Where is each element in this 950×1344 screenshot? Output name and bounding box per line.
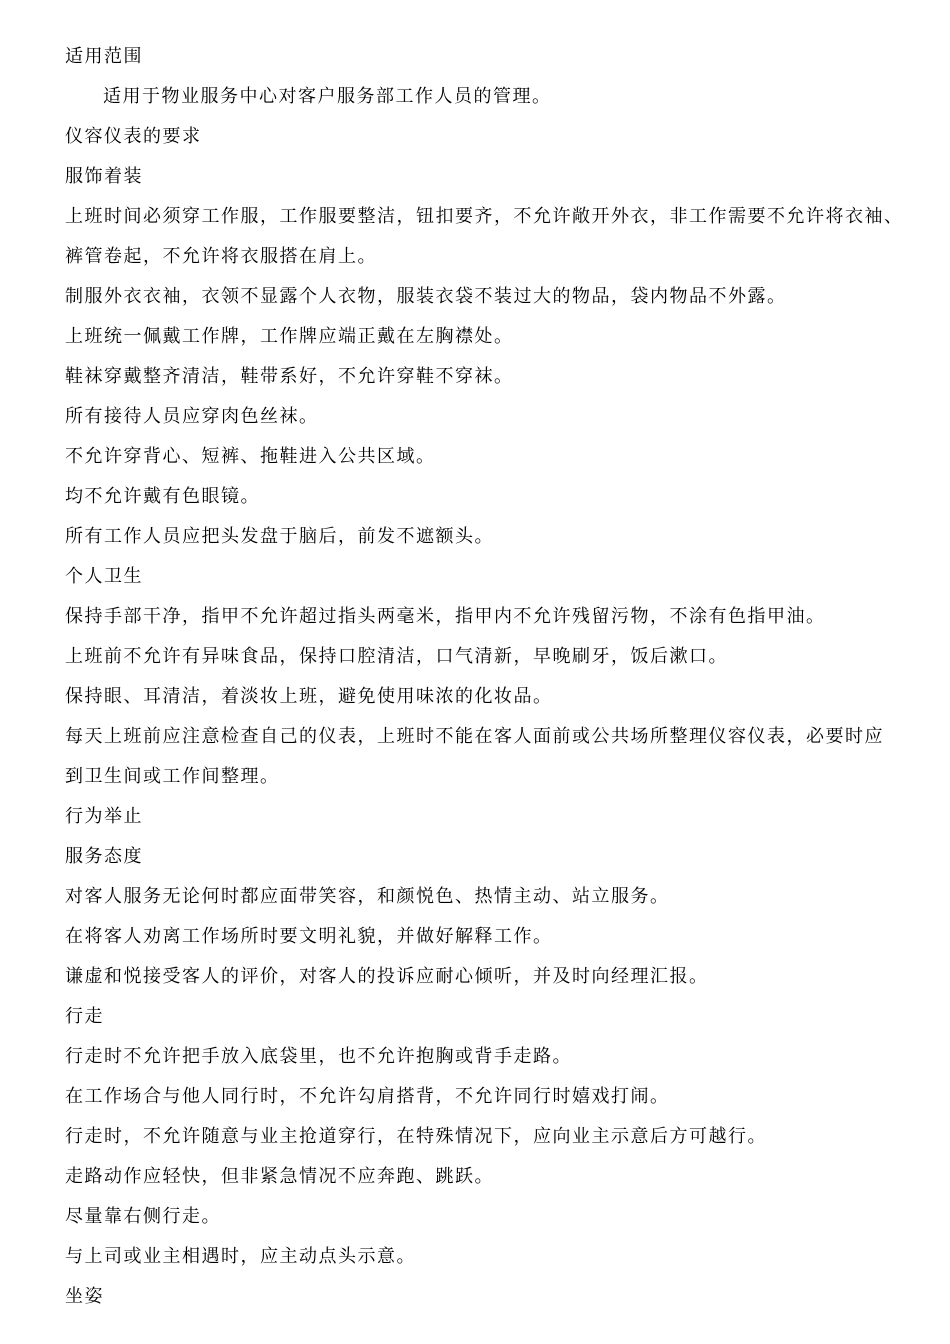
text-line: 保持手部干净，指甲不允许超过指头两毫米，指甲内不允许残留污物，不涂有色指甲油。 xyxy=(65,606,826,627)
text-line: 所有接待人员应穿肉色丝袜。 xyxy=(65,406,319,427)
text-line: 走路动作应轻快，但非紧急情况不应奔跑、跳跃。 xyxy=(65,1166,494,1187)
text-line: 在工作场合与他人同行时，不允许勾肩搭背，不允许同行时嬉戏打闹。 xyxy=(65,1086,670,1107)
text-line: 与上司或业主相遇时，应主动点头示意。 xyxy=(65,1246,416,1267)
text-line: 所有工作人员应把头发盘于脑后，前发不遮额头。 xyxy=(65,526,494,547)
subheading-attitude: 服务态度 xyxy=(65,846,143,867)
text-line: 不允许穿背心、短裤、拖鞋进入公共区域。 xyxy=(65,446,436,467)
text-line: 尽量靠右侧行走。 xyxy=(65,1206,221,1227)
text-line: 对客人服务无论何时都应面带笑容，和颜悦色、热情主动、站立服务。 xyxy=(65,886,670,907)
text-line: 谦虚和悦接受客人的评价，对客人的投诉应耐心倾听，并及时向经理汇报。 xyxy=(65,966,709,987)
text-line: 上班前不允许有异味食品，保持口腔清洁，口气清新，早晚刷牙，饭后漱口。 xyxy=(65,646,728,667)
text-line: 行走时不允许把手放入底袋里，也不允许抱胸或背手走路。 xyxy=(65,1046,572,1067)
text-line: 鞋袜穿戴整齐清洁，鞋带系好，不允许穿鞋不穿袜。 xyxy=(65,366,514,387)
text-line: 制服外衣衣袖，衣领不显露个人衣物，服装衣袋不装过大的物品，袋内物品不外露。 xyxy=(65,286,787,307)
text-line: 在将客人劝离工作场所时要文明礼貌，并做好解释工作。 xyxy=(65,926,553,947)
text-line: 到卫生间或工作间整理。 xyxy=(65,766,280,787)
text-line: 上班统一佩戴工作牌，工作牌应端正戴在左胸襟处。 xyxy=(65,326,514,347)
paragraph-scope: 适用于物业服务中心对客户服务部工作人员的管理。 xyxy=(103,86,552,107)
subheading-dress: 服饰着装 xyxy=(65,166,143,187)
text-line: 均不允许戴有色眼镜。 xyxy=(65,486,260,507)
subheading-hygiene: 个人卫生 xyxy=(65,566,143,587)
text-line: 保持眼、耳清洁，着淡妆上班，避免使用味浓的化妆品。 xyxy=(65,686,553,707)
subheading-walking: 行走 xyxy=(65,1006,104,1027)
text-line: 每天上班前应注意检查自己的仪表，上班时不能在客人面前或公共场所整理仪容仪表，必要时应 xyxy=(65,726,884,747)
heading-appearance: 仪容仪表的要求 xyxy=(65,126,202,147)
heading-scope: 适用范围 xyxy=(65,46,143,67)
text-line: 行走时，不允许随意与业主抢道穿行，在特殊情况下，应向业主示意后方可越行。 xyxy=(65,1126,767,1147)
heading-behavior: 行为举止 xyxy=(65,806,143,827)
text-line: 上班时间必须穿工作服，工作服要整洁，钮扣要齐，不允许敞开外衣，非工作需要不允许将衣袖、 xyxy=(65,206,904,227)
subheading-sitting: 坐姿 xyxy=(65,1286,104,1307)
text-line: 裤管卷起，不允许将衣服搭在肩上。 xyxy=(65,246,377,267)
